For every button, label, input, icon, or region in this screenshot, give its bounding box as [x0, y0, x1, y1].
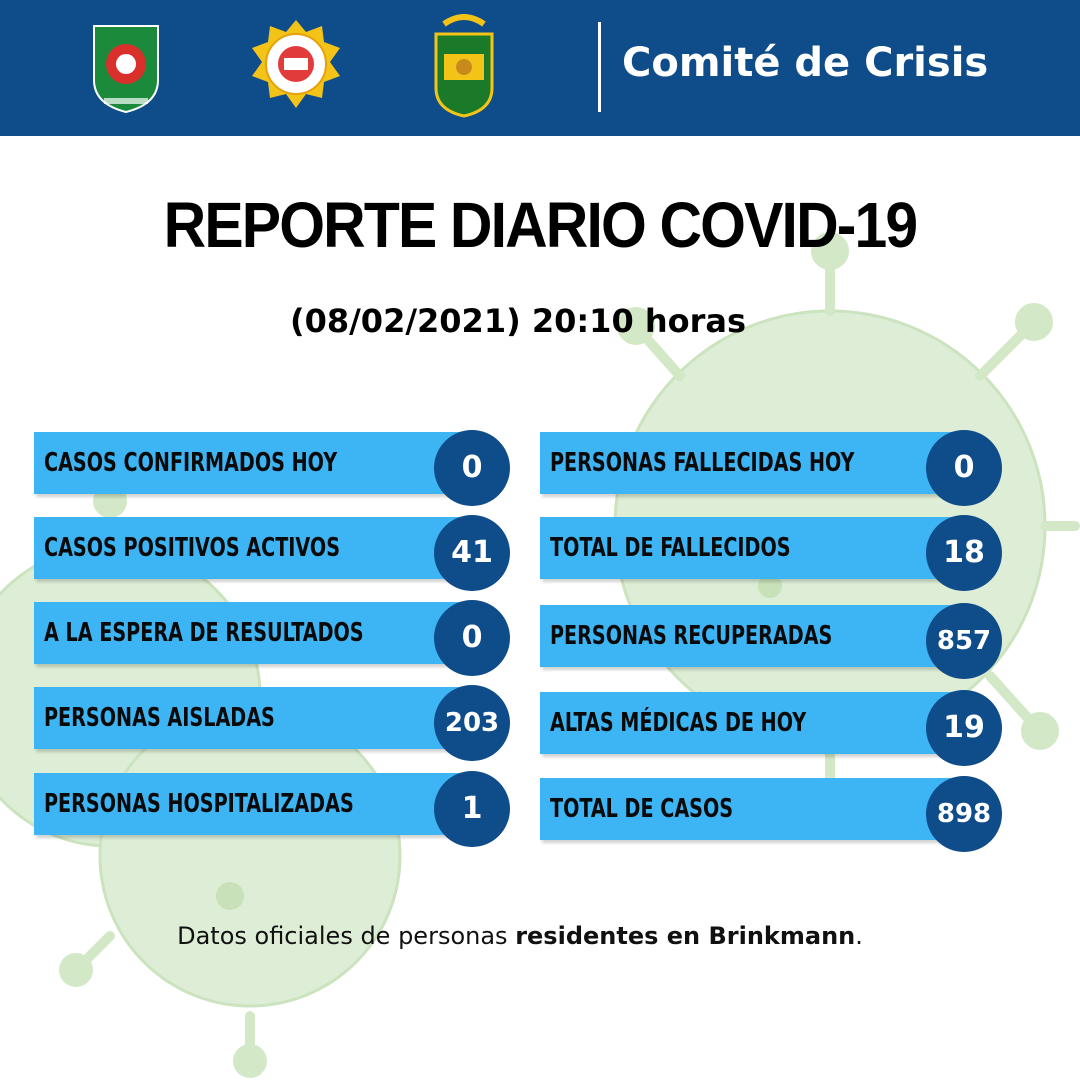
stat-row: [540, 778, 1002, 844]
stat-value: 857: [926, 603, 1002, 679]
stat-row: [540, 605, 1002, 671]
stat-label: TOTAL DE CASOS: [550, 794, 734, 824]
stat-value: 0: [434, 600, 510, 676]
stat-row: [34, 602, 510, 668]
stat-label: PERSONAS AISLADAS: [44, 703, 275, 733]
stat-row: [540, 517, 1002, 583]
bomberos-shield-logo: [90, 20, 162, 114]
stat-label: PERSONAS FALLECIDAS HOY: [550, 448, 855, 478]
stat-label: ALTAS MÉDICAS DE HOY: [550, 708, 807, 738]
policia-cordoba-badge-logo: [250, 18, 342, 110]
stat-row: [34, 687, 510, 753]
header-divider: [598, 22, 601, 112]
header-title: Comité de Crisis: [622, 40, 989, 86]
stat-row: [540, 432, 1002, 498]
stat-row: [34, 773, 510, 839]
stat-value: 41: [434, 515, 510, 591]
stat-value: 18: [926, 515, 1002, 591]
report-title: REPORTE DIARIO COVID-19: [163, 189, 917, 261]
footer-suffix: .: [855, 922, 863, 950]
stat-value: 0: [926, 430, 1002, 506]
stat-label: A LA ESPERA DE RESULTADOS: [44, 618, 364, 648]
footer-note: [0, 922, 1040, 950]
stat-value: 1: [434, 771, 510, 847]
stat-label: PERSONAS RECUPERADAS: [550, 621, 833, 651]
report-datetime: (08/02/2021) 20:10 horas: [289, 302, 747, 340]
stat-value: 0: [434, 430, 510, 506]
municipal-coat-of-arms-logo: [430, 14, 498, 118]
stat-value: 19: [926, 690, 1002, 766]
stat-row: [34, 432, 510, 498]
header-bar: [0, 0, 1080, 136]
stat-label: CASOS POSITIVOS ACTIVOS: [44, 533, 341, 563]
stat-row: [540, 692, 1002, 758]
footer-bold: residentes en Brinkmann: [515, 922, 856, 950]
footer-prefix: Datos oficiales de personas: [177, 922, 516, 950]
stat-row: [34, 517, 510, 583]
stat-label: PERSONAS HOSPITALIZADAS: [44, 789, 354, 819]
stat-value: 898: [926, 776, 1002, 852]
stat-label: CASOS CONFIRMADOS HOY: [44, 448, 338, 478]
stat-label: TOTAL DE FALLECIDOS: [550, 533, 791, 563]
stat-value: 203: [434, 685, 510, 761]
